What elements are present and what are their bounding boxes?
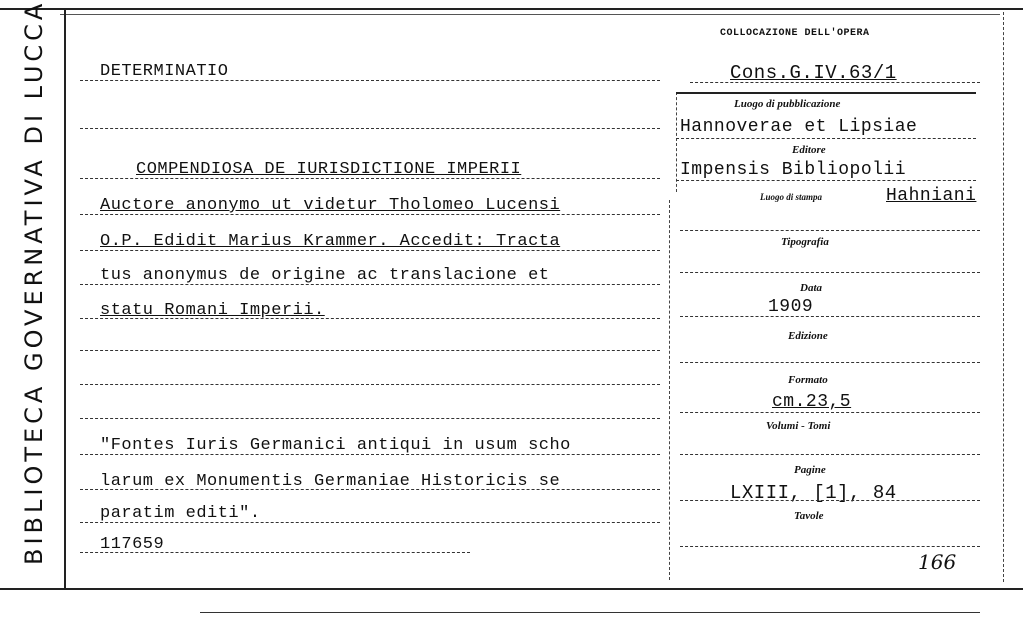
formato-value: cm.23,5	[772, 392, 852, 412]
series-rule-3	[80, 522, 660, 523]
library-name: BIBLIOTECA GOVERNATIVA DI LUCCA	[20, 0, 48, 565]
formato-label: Formato	[788, 374, 828, 386]
volumi-line	[680, 454, 980, 455]
shelfmark: Cons.G.IV.63/1	[730, 62, 897, 84]
luogo-pubblicazione-line	[676, 138, 976, 139]
series-line-3: paratim editi".	[100, 504, 261, 523]
right-column-divider	[676, 92, 677, 192]
right-edge-line	[1003, 12, 1004, 582]
work-title: COMPENDIOSA DE IURISDICTIONE IMPERII	[136, 160, 522, 179]
luogo-pubblicazione-label: Luogo di pubblicazione	[734, 98, 841, 110]
body-rule-3	[80, 284, 660, 285]
body-rule-2	[80, 250, 660, 251]
tavole-line	[680, 546, 980, 547]
top-border	[0, 8, 1023, 10]
editore-value: Impensis Bibliopolii	[680, 160, 907, 180]
handwritten-note: 166	[918, 550, 957, 574]
title-line	[80, 178, 660, 179]
determinatio-line	[80, 80, 660, 81]
tavole-label: Tavole	[794, 510, 824, 522]
determinatio-label: DETERMINATIO	[100, 62, 229, 81]
top-border-inner	[60, 14, 1000, 15]
luogo-pubblicazione-value: Hannoverae et Lipsiae	[680, 117, 918, 137]
edizione-label: Edizione	[788, 330, 828, 342]
body-line-2: O.P. Edidit Marius Krammer. Accedit: Tracta	[100, 232, 561, 251]
blank-line-2	[80, 350, 660, 351]
series-rule-1	[80, 454, 660, 455]
shelfmark-underline	[676, 92, 976, 94]
series-rule-2	[80, 489, 660, 490]
bottom-border-lower	[200, 612, 980, 613]
blank-line-3	[80, 384, 660, 385]
left-margin-line	[64, 10, 66, 590]
editore-line	[676, 180, 976, 181]
body-rule-1	[80, 214, 660, 215]
luogo-stampa-line	[680, 230, 980, 231]
editore-label: Editore	[792, 144, 826, 156]
formato-line	[680, 412, 980, 413]
pagine-value: LXIII, [1], 84	[730, 482, 897, 504]
shelfmark-line	[690, 82, 980, 83]
body-line-4: statu Romani Imperii.	[100, 301, 325, 320]
bottom-border	[0, 588, 1023, 590]
series-line-2: larum ex Monumentis Germaniae Historicis se	[100, 472, 561, 491]
series-line-1: "Fontes Iuris Germanici antiqui in usum scho	[100, 436, 571, 455]
collocation-header: COLLOCAZIONE DELL'OPERA	[720, 28, 870, 39]
right-column-divider-lower	[669, 200, 670, 580]
data-value: 1909	[768, 297, 814, 317]
blank-line-1	[80, 128, 660, 129]
pagine-label: Pagine	[794, 464, 826, 476]
volumi-label: Volumi - Tomi	[766, 420, 831, 432]
body-rule-4	[80, 318, 660, 319]
body-line-3: tus anonymus de origine ac translacione et	[100, 266, 550, 285]
luogo-stampa-value: Hahniani	[886, 186, 977, 206]
tipografia-line	[680, 272, 980, 273]
edizione-line	[680, 362, 980, 363]
luogo-stampa-label: Luogo di stampa	[760, 192, 823, 202]
inventory-line	[80, 552, 470, 553]
body-line-1: Auctore anonymo ut videtur Tholomeo Lucensi	[100, 196, 561, 215]
data-label: Data	[800, 282, 822, 294]
blank-line-4	[80, 418, 660, 419]
inventory-number: 117659	[100, 535, 165, 554]
tipografia-label: Tipografia	[781, 236, 829, 248]
pagine-line	[680, 500, 980, 501]
data-line	[680, 316, 980, 317]
